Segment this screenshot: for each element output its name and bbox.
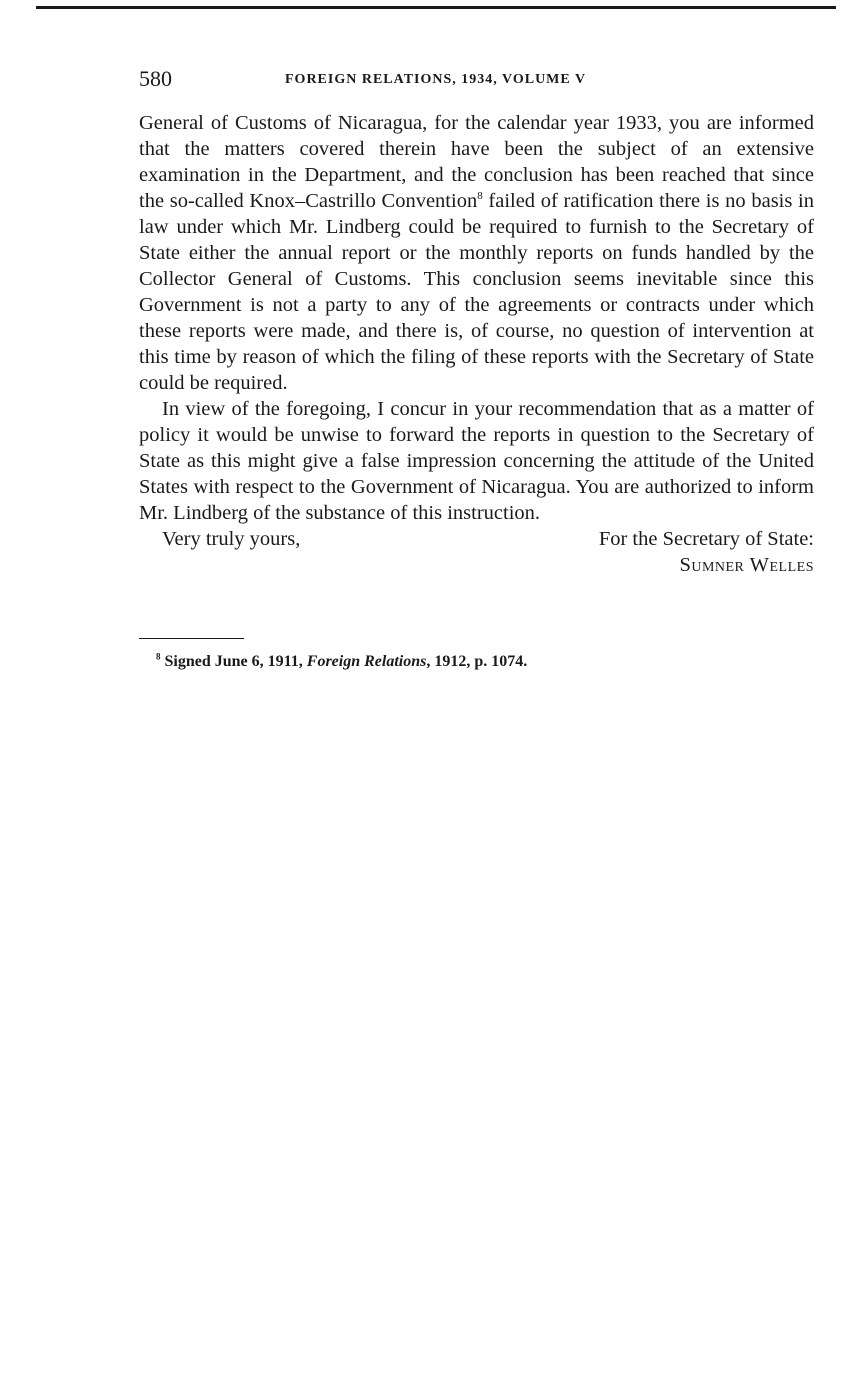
complimentary-close: Very truly yours, <box>162 528 301 550</box>
page-header <box>139 66 814 96</box>
paragraph-1-text-end: failed of ratification there is no basis in law under which Mr. Lindberg could be required to furnish to the Secretary of State either the annual report or the monthly reports on funds handled by the Collector General of Customs. This conclusion seems inevitable since this Government is not a party to any of the agreements or contracts under which these reports were made, and there is, of course, no question of intervention at this time by reason of which the filing of these reports with the Secretary of State could be required. <box>139 190 814 394</box>
footnote-mark: 8 <box>156 651 161 662</box>
paragraph-1-text-start: General of Customs of Nicaragua, for the calendar year 1933, you are informed that the matters covered therein have been the subject of an extensive examination in the Department, and the conclusion has been reached that since the so-called Knox–Castrillo Convention <box>139 112 814 212</box>
for-secretary-line: For the Secretary of State: <box>598 528 814 550</box>
footnote-title: Foreign Relations <box>306 653 427 670</box>
footnote-text-end: , 1912, p. 1074. <box>426 653 528 670</box>
body-text <box>139 110 814 578</box>
running-head: FOREIGN RELATIONS, 1934, VOLUME V <box>285 72 587 87</box>
footnote-reference: 8 <box>477 190 483 203</box>
paragraph-2: In view of the foregoing, I concur in your recommendation that as a matter of policy it would be unwise to forward the reports in question to the Secretary of State as this might give a false impression concerning the attitude of the United States with respect to the Government of Nicaragua. You are authorized to inform Mr. Lindberg of the substance of this instruction. <box>139 398 814 524</box>
footnote-text-start: Signed June 6, 1911, <box>164 653 307 670</box>
page-number: 580 <box>139 66 172 91</box>
paragraph-1 <box>139 110 814 396</box>
signature: Sumner Welles <box>679 554 814 576</box>
footnote-rule <box>139 638 244 639</box>
top-rule <box>36 6 836 9</box>
closing-row <box>139 526 814 552</box>
footnote <box>156 652 527 672</box>
